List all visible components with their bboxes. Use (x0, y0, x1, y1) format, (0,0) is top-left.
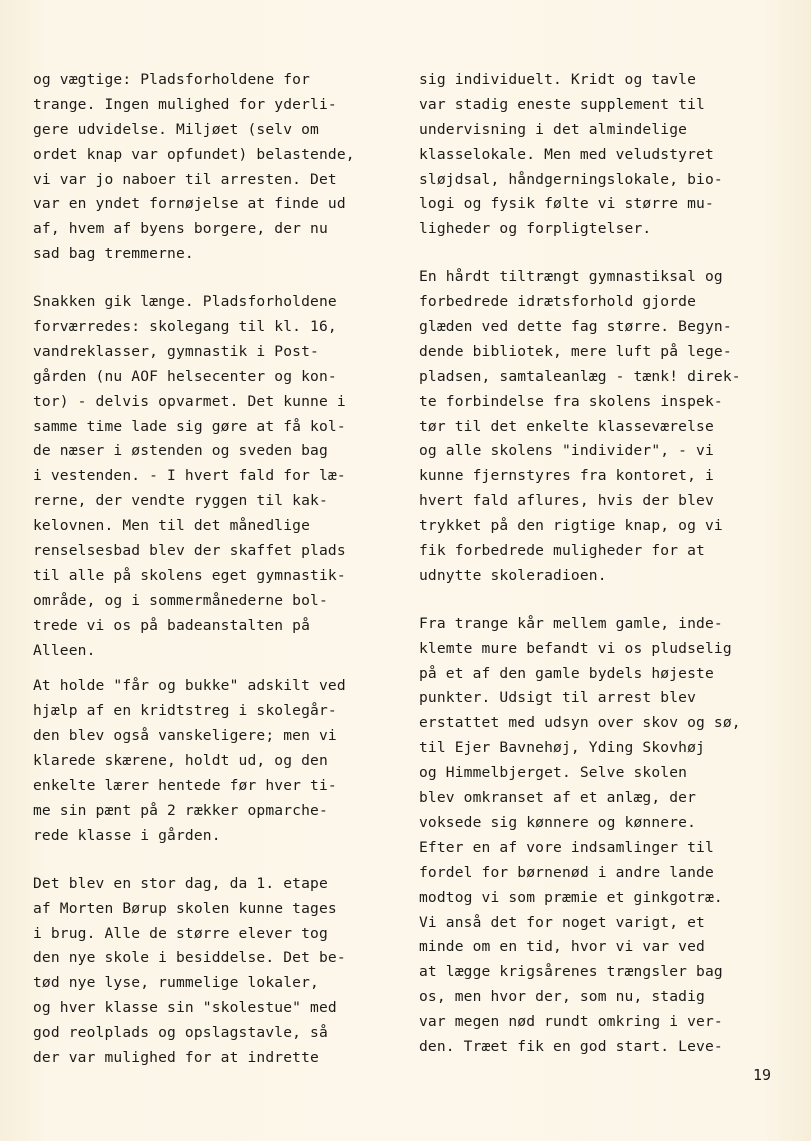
text-line: modtog vi som præmie et ginkgotræ. (419, 888, 723, 906)
paragraph-gap (419, 589, 791, 612)
text-line: sløjdsal, håndgerningslokale, bio- (419, 170, 723, 188)
text-line: rerne, der vendte ryggen til kak- (33, 492, 328, 510)
text-line: fik forbedrede muligheder for at (419, 542, 705, 560)
right-paragraph-3 (419, 612, 791, 1060)
text-line: var megen nød rundt omkring i ver- (419, 1013, 723, 1031)
text-line: den nye skole i besiddelse. Det be- (33, 949, 346, 967)
text-line: af, hvem af byens borgere, der nu (33, 220, 328, 238)
text-line: vandreklasser, gymnastik i Post- (33, 342, 319, 360)
text-line: den blev også vanskeligere; men vi (33, 727, 337, 745)
text-line: fordel for børnenød i andre lande (419, 863, 714, 881)
left-paragraph-3 (33, 674, 393, 848)
text-line: til Ejer Bavnehøj, Yding Skovhøj (419, 739, 705, 757)
text-line: undervisning i det almindelige (419, 120, 688, 138)
text-line: logi og fysik følte vi større mu- (419, 195, 714, 213)
paragraph-gap (33, 267, 393, 290)
text-line: erstattet med udsyn over skov og sø, (419, 714, 741, 732)
left-text-column (33, 68, 393, 1071)
text-line: gere udvidelse. Miljøet (selv om (33, 120, 319, 138)
text-line: forværredes: skolegang til kl. 16, (33, 318, 337, 336)
text-line: af Morten Børup skolen kunne tages (33, 899, 337, 917)
text-line: på et af den gamle bydels højeste (419, 664, 714, 682)
text-line: tor) - delvis opvarmet. Det kunne i (33, 392, 346, 410)
text-line: punkter. Udsigt til arrest blev (419, 689, 697, 707)
text-line: område, og i sommermånederne bol- (33, 591, 328, 609)
text-line: og vægtige: Pladsforholdene for (33, 71, 311, 88)
text-line: god reolplads og opslagstavle, så (33, 1024, 328, 1042)
right-paragraph-2 (419, 265, 791, 589)
text-line: samme time lade sig gøre at få kol- (33, 417, 346, 435)
paragraph-gap (419, 242, 791, 265)
text-line: At holde "får og bukke" adskilt ved (33, 677, 346, 695)
text-line: Fra trange kår mellem gamle, inde- (419, 614, 723, 632)
text-line: te forbindelse fra skolens inspek- (419, 392, 723, 410)
text-line: klasselokale. Men med veludstyret (419, 145, 714, 163)
text-line: i vestenden. - I hvert fald for læ- (33, 467, 346, 485)
text-line: dende bibliotek, mere luft på lege- (419, 342, 732, 360)
text-line: hjælp af en kridtstreg i skolegår- (33, 702, 337, 720)
text-line: rede klasse i gården. (33, 826, 221, 844)
text-line: tød nye lyse, rummelige lokaler, (33, 974, 319, 992)
text-line: voksede sig kønnere og kønnere. (419, 813, 697, 831)
text-line: trykket på den rigtige knap, og vi (419, 517, 723, 535)
text-line: var en yndet fornøjelse at finde ud (33, 195, 346, 213)
text-line: kelovnen. Men til det månedlige (33, 517, 311, 535)
text-line: glæden ved dette fag større. Begyn- (419, 318, 732, 336)
text-line: Efter en af vore indsamlinger til (419, 838, 714, 856)
text-line: forbedrede idrætsforhold gjorde (419, 293, 697, 311)
text-line: blev omkranset af et anlæg, der (419, 789, 697, 807)
text-line: og hver klasse sin "skolestue" med (33, 999, 337, 1017)
text-line: kunne fjernstyres fra kontoret, i (419, 467, 714, 485)
text-line: sad bag tremmerne. (33, 245, 194, 263)
text-line: me sin pænt på 2 rækker opmarche- (33, 801, 328, 819)
text-line: enkelte lærer hentede før hver ti- (33, 777, 337, 795)
text-line: Alleen. (33, 641, 96, 659)
text-line: den. Træet fik en god start. Leve- (419, 1037, 723, 1055)
paragraph-gap (33, 663, 393, 674)
right-paragraph-1 (419, 68, 791, 242)
text-line: En hårdt tiltrængt gymnastiksal og (419, 268, 723, 286)
text-line: Det blev en stor dag, da 1. etape (33, 874, 328, 892)
text-line: der var mulighed for at indrette (33, 1048, 319, 1066)
text-line: ligheder og forpligtelser. (419, 220, 652, 238)
text-line: gården (nu AOF helsecenter og kon- (33, 367, 337, 385)
text-line: i brug. Alle de større elever tog (33, 924, 328, 942)
text-line: ordet knap var opfundet) belastende, (33, 145, 355, 163)
text-line: os, men hvor der, som nu, stadig (419, 988, 705, 1006)
paragraph-gap (33, 849, 393, 872)
text-line: Vi anså det for noget varigt, et (419, 913, 705, 931)
text-line: trange. Ingen mulighed for yderli- (33, 95, 337, 113)
text-line: trede vi os på badeanstalten på (33, 616, 311, 634)
text-line: pladsen, samtaleanlæg - tænk! direk- (419, 367, 741, 385)
text-line: klemte mure befandt vi os pludselig (419, 639, 732, 657)
text-line: de næser i østenden og sveden bag (33, 442, 328, 460)
left-paragraph-4 (33, 872, 393, 1071)
text-line: var stadig eneste supplement til (419, 95, 705, 113)
text-line: tør til det enkelte klasseværelse (419, 417, 714, 435)
right-text-column (419, 68, 791, 1060)
text-line: sig individuelt. Kridt og tavle (419, 71, 697, 88)
left-paragraph-2 (33, 290, 393, 663)
text-line: udnytte skoleradioen. (419, 566, 607, 584)
text-line: vi var jo naboer til arresten. Det (33, 170, 337, 188)
text-line: hvert fald aflures, hvis der blev (419, 492, 714, 510)
text-line: og Himmelbjerget. Selve skolen (419, 764, 688, 782)
left-paragraph-1 (33, 68, 393, 267)
text-line: klarede skærene, holdt ud, og den (33, 752, 328, 770)
text-line: til alle på skolens eget gymnastik- (33, 566, 346, 584)
page-number: 19 (753, 1066, 772, 1084)
text-line: renselsesbad blev der skaffet plads (33, 542, 346, 560)
text-line: at lægge krigsårenes trængsler bag (419, 963, 723, 981)
text-line: minde om en tid, hvor vi var ved (419, 938, 705, 956)
text-line: Snakken gik længe. Pladsforholdene (33, 293, 337, 311)
text-line: og alle skolens "individer", - vi (419, 442, 714, 460)
